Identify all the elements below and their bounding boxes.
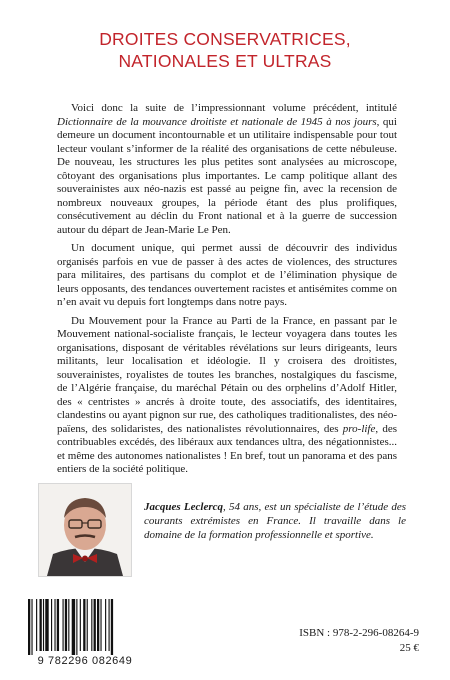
author-bio-text: , 54 ans, est un spécialiste de l’étude des courants extrémistes en France. Il travaille dans le domaine de la formation professionnelle et sportive. [144, 501, 406, 541]
barcode [24, 597, 144, 655]
blurb [57, 102, 397, 482]
price: 25 € [399, 642, 419, 654]
author-name: Jacques Leclercq [144, 501, 223, 513]
paragraph-2: Un document unique, qui permet aussi de découvrir des individus organisés parfois en vue de passer à des actes de violences, des structures para militaires, des partisans du complot et de l’élimination physique de leurs opposants, des tendances ouvertement racistes et antisémites comme on n’en avait vu depuis fort longtemps dans notre pays. [57, 242, 397, 308]
author-photo [38, 483, 132, 577]
paragraph-3: Du Mouvement pour la France au Parti de la France, en passant par le Mouvement national-socialiste français, le lecteur voyagera dans toutes les organisations, disposant de véritables révélations sur leurs dirigeants, leurs militants, leur localisation et idéologie. Il y croisera des droitistes, souverainistes, royalistes de toutes les branches, nostalgiques du fascisme, de l’Algérie française, du maréchal Pétain ou des orphelins d’Adolf Hitler, des « centristes » ancrés à droite toute, des associatifs, des identitaires, clandestins ou ayant pignon sur rue, des catholiques traditionalistes, des néo-païens, des solidaristes, des nationalistes révolutionnaires, des pro-life, des contribuables excédés, des libéraux aux tendances ultra, des négationnistes... et même des autonomes nationalistes ! En bref, tout un panorama et des pans entiers de la société politique. [57, 314, 397, 475]
paragraph-1: Voici donc la suite de l’impressionnant volume précédent, intitulé Dictionnaire de la mouvance droitiste et nationale de 1945 à nos jours, qui demeure un document incontournable et un utilitaire indispensable pour tout lecteur voulant s’informer de la réalité des organisations de cette nébuleuse. De nouveau, les structures les plus petites sont analysées au microscope, côtoyant des organisations plus importantes. Le camp politique allant des souverainistes aux néo-nazis est passé au peigne fin, avec la recension de nombreux nouveaux groupes, la période étant des plus prolifiques, consécutivement au déclin du Front national et à la guerre de succession autour du départ de Jean-Marie Le Pen. [57, 102, 397, 236]
author-bio [144, 500, 406, 542]
isbn: ISBN : 978-2-296-08264-9 [299, 627, 419, 639]
title-line-1: DROITES CONSERVATRICES, [99, 29, 351, 49]
title-line-2: NATIONALES ET ULTRAS [118, 51, 332, 71]
barcode-number: 9 782296 082649 [37, 655, 133, 667]
